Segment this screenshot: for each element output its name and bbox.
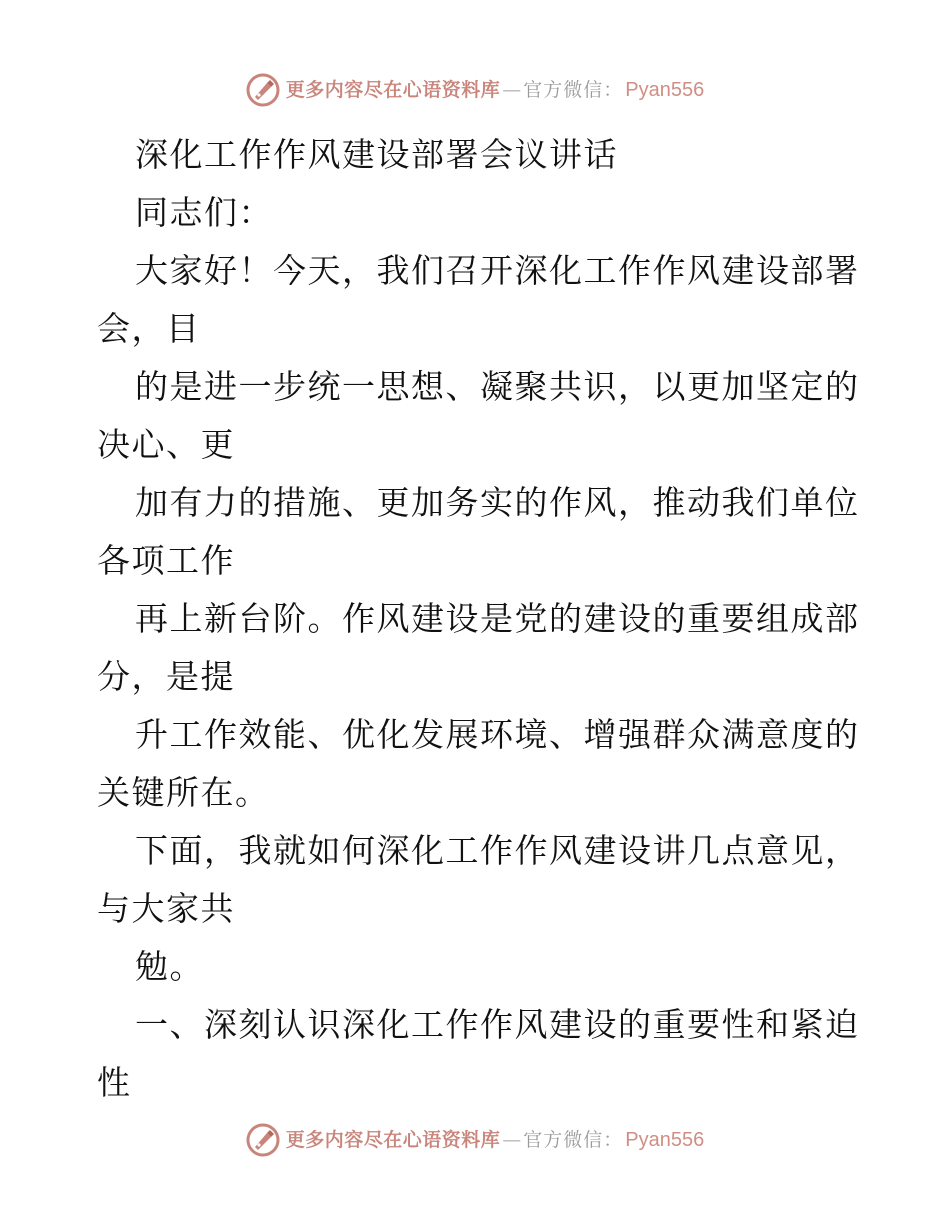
watermark-wechat-id: Pyan556 — [625, 1129, 705, 1151]
paragraph-line: 与大家共 — [97, 889, 235, 928]
watermark-separator: — — [502, 79, 522, 101]
paragraph-line: 再上新台阶。作风建设是党的建设的重要组成部 — [135, 599, 860, 638]
salutation: 同志们： — [135, 193, 273, 232]
watermark-content — [246, 73, 705, 107]
section-heading-continuation: 性 — [97, 1063, 132, 1102]
document-title: 深化工作作风建设部署会议讲话 — [135, 135, 618, 174]
watermark-wechat-label: 官方微信： — [523, 79, 624, 101]
paragraph-line: 大家好！今天，我们召开深化工作作风建设部署 — [135, 251, 860, 290]
watermark-separator: — — [502, 1129, 522, 1151]
watermark-content — [246, 1123, 705, 1157]
watermark-wechat-label: 官方微信： — [523, 1129, 624, 1151]
paragraph-line: 各项工作 — [97, 541, 235, 580]
paragraph-line: 分，是提 — [97, 657, 235, 696]
paragraph-line: 勉。 — [135, 947, 204, 986]
paragraph-line: 会，目 — [97, 309, 201, 348]
section-heading: 一、深刻认识深化工作作风建设的重要性和紧迫 — [135, 1005, 860, 1044]
pen-nib-logo-icon — [246, 73, 280, 107]
footer-watermark — [0, 1120, 950, 1160]
pen-nib-logo-icon — [246, 1123, 280, 1157]
watermark-brand: 更多内容尽在心语资料库 — [285, 1129, 501, 1151]
paragraph-line: 下面，我就如何深化工作作风建设讲几点意见， — [135, 831, 860, 870]
paragraph-line: 升工作效能、优化发展环境、增强群众满意度的 — [135, 715, 860, 754]
watermark-brand: 更多内容尽在心语资料库 — [285, 79, 501, 101]
paragraph-line: 决心、更 — [97, 425, 235, 464]
header-watermark — [0, 70, 950, 110]
paragraph-line: 加有力的措施、更加务实的作风，推动我们单位 — [135, 483, 860, 522]
paragraph-line: 关键所在。 — [97, 773, 270, 812]
watermark-wechat-id: Pyan556 — [625, 79, 705, 101]
document-body — [97, 126, 860, 1112]
paragraph-line: 的是进一步统一思想、凝聚共识，以更加坚定的 — [135, 367, 860, 406]
